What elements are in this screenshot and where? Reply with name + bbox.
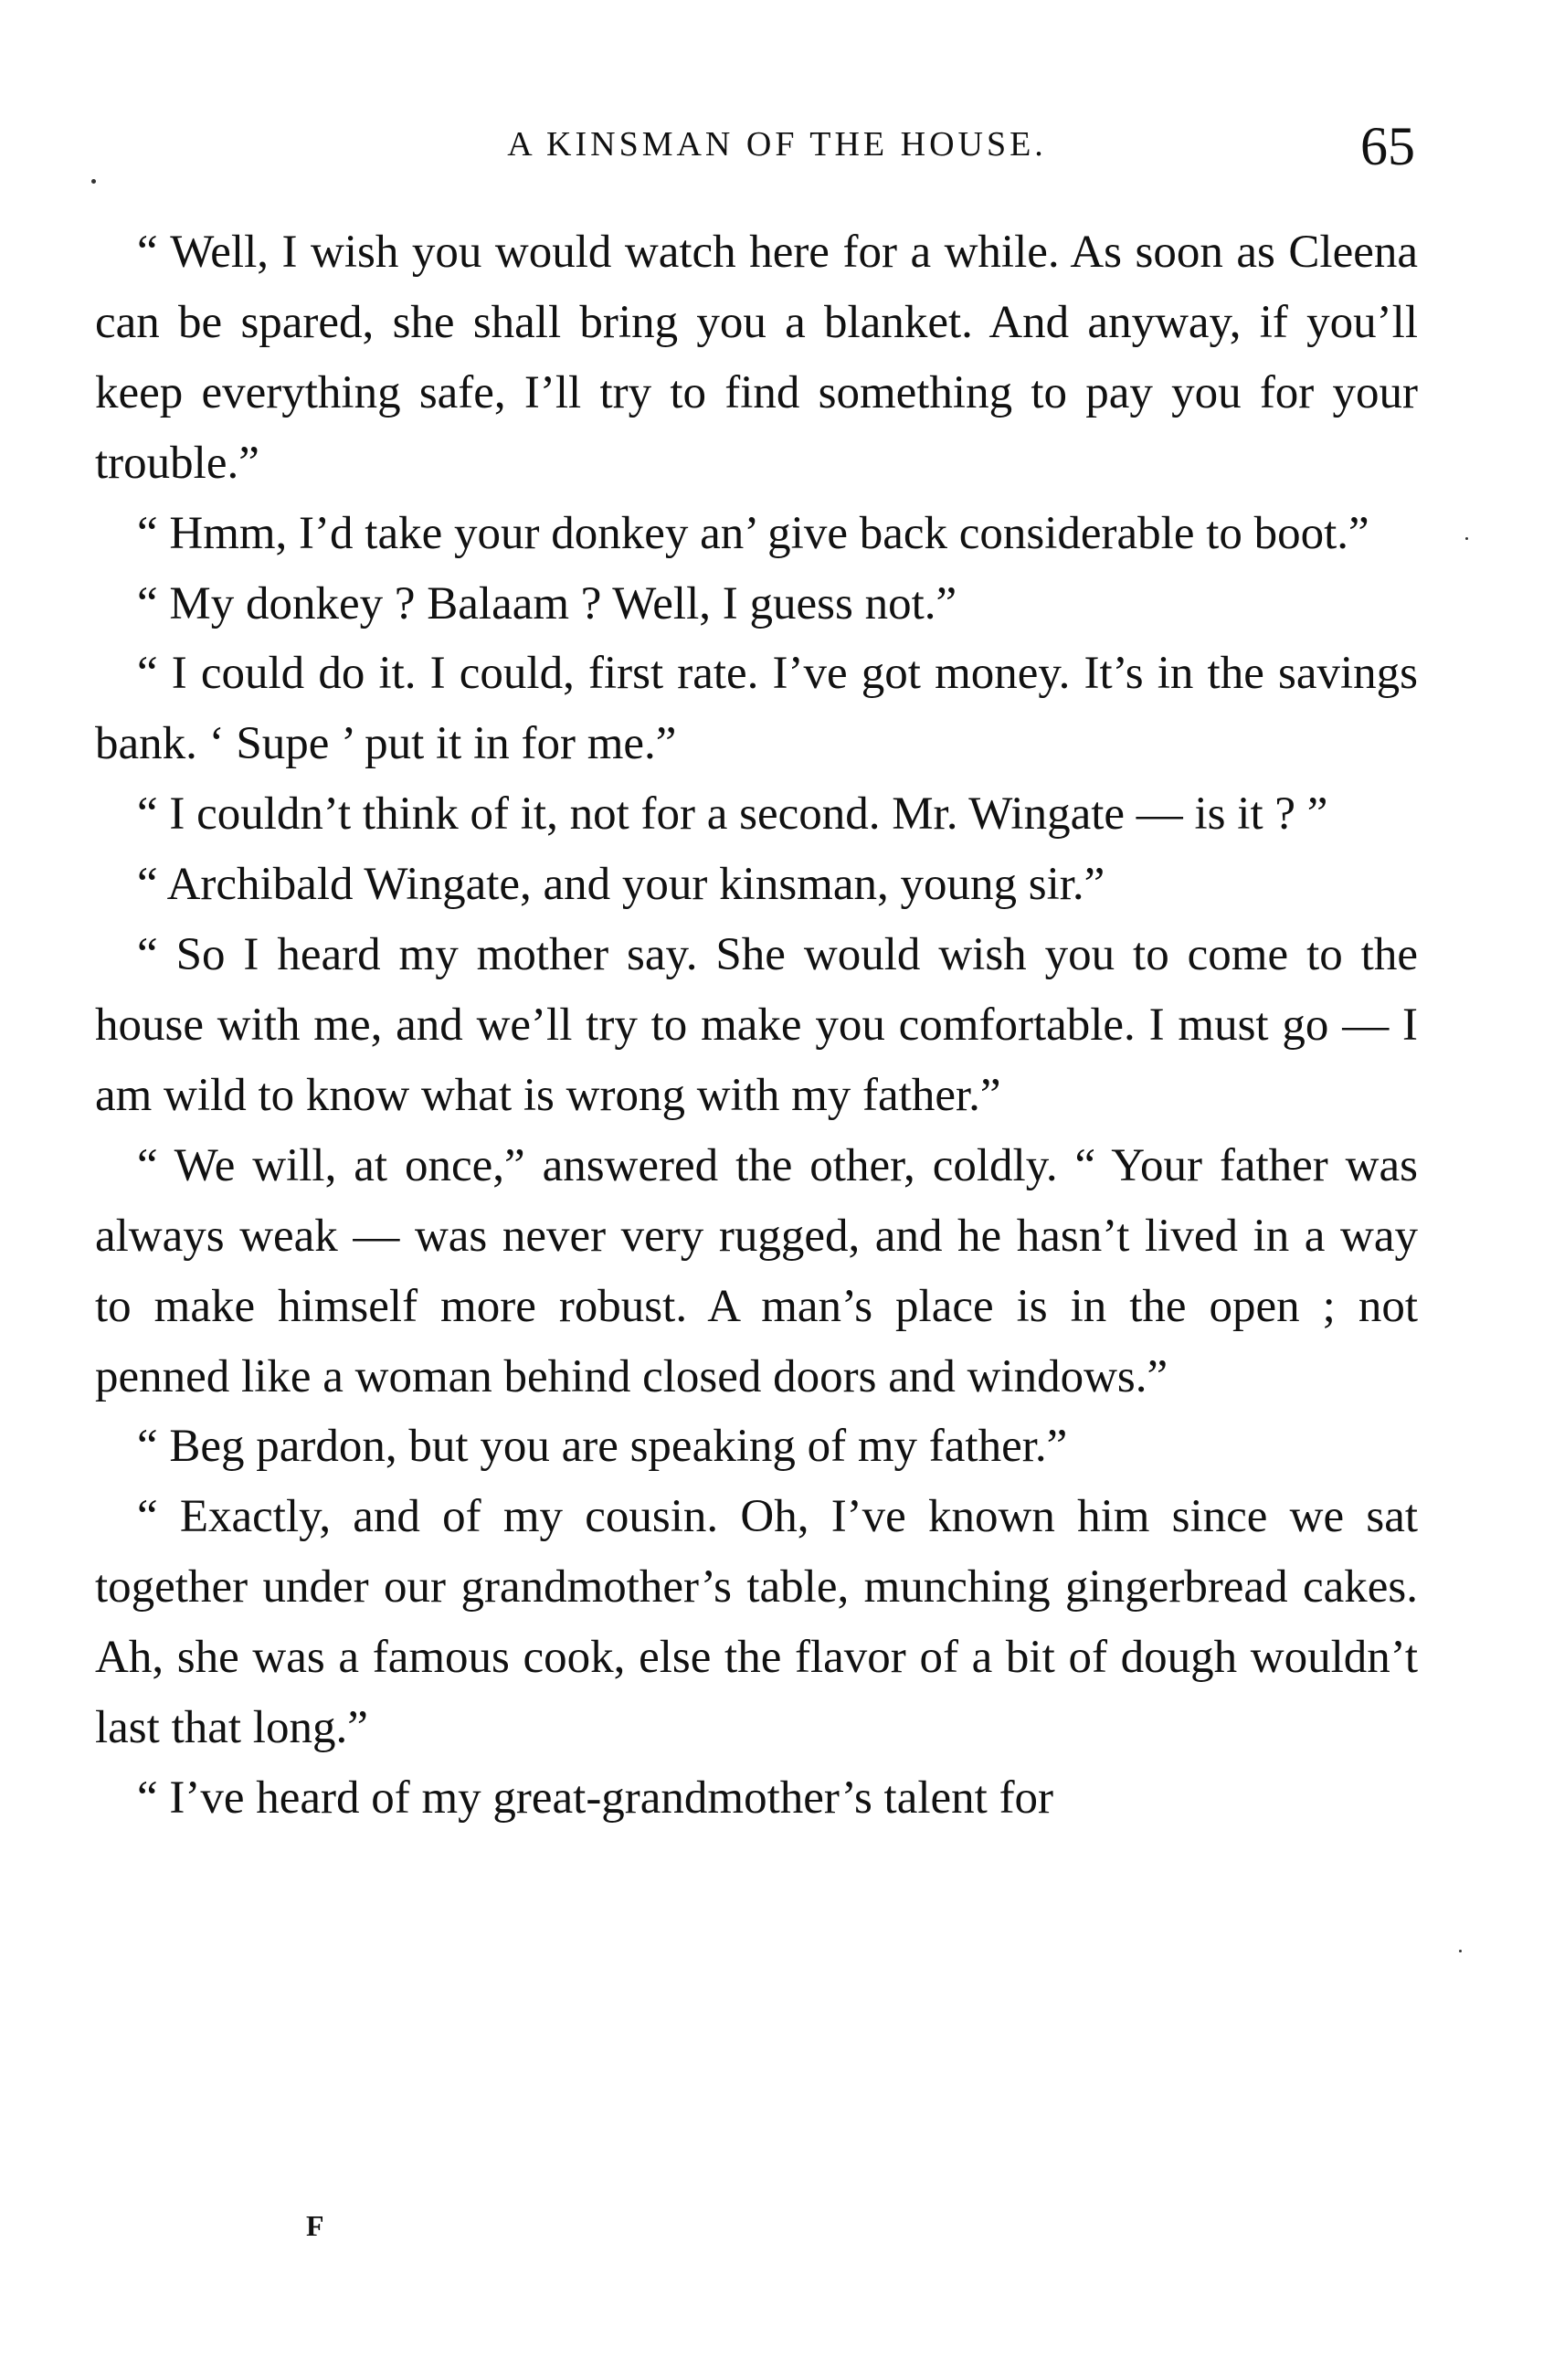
paragraph: “ Hmm, I’d take your donkey an’ give back considerable to boot.” bbox=[137, 507, 1369, 559]
paragraph: “ Well, I wish you would watch here for a while. As soon as Cleena can be spared, she shall bring you a blanket. And anyway, if you’ll keep everything safe, I’ll try to find something to pay you for your trouble.” bbox=[95, 227, 1418, 489]
paragraph: “ My donkey ? Balaam ? Well, I guess not.” bbox=[137, 577, 957, 629]
ink-speck bbox=[1465, 537, 1468, 540]
signature-mark: F bbox=[306, 2209, 324, 2242]
paragraph: “ Beg pardon, but you are speaking of my father.” bbox=[137, 1421, 1068, 1473]
ink-speck bbox=[1459, 1950, 1462, 1952]
running-head bbox=[0, 117, 1554, 181]
paragraph: “ Exactly, and of my cousin. Oh, I’ve known him since we sat together under our grandmother’s table, munching gingerbread cakes. Ah, she was a famous cook, else the flavor of a bit of dough wouldn’t last that long.” bbox=[95, 1491, 1418, 1754]
page-number: 65 bbox=[1360, 116, 1415, 176]
paragraph: “ I’ve heard of my great-grandmother’s talent for bbox=[137, 1772, 1054, 1824]
paragraph: “ We will, at once,” answered the other, coldly. “ Your father was always weak — was never very rugged, and he hasn’t lived in a way to make himself more robust. A man’s place is in the open ; not penned like a woman behind closed doors and windows.” bbox=[95, 1139, 1418, 1402]
paragraph: “ I couldn’t think of it, not for a second. Mr. Wingate — is it ? ” bbox=[137, 788, 1328, 841]
body-text bbox=[95, 217, 1418, 1834]
paragraph: “ Archibald Wingate, and your kinsman, young sir.” bbox=[137, 859, 1105, 911]
ink-speck bbox=[91, 179, 96, 184]
paragraph: “ So I heard my mother say. She would wish you to come to the house with me, and we’ll try to make you comfortable. I must go — I am wild to know what is wrong with my father.” bbox=[95, 929, 1418, 1121]
paragraph: “ I could do it. I could, first rate. I’ve got money. It’s in the savings bank. ‘ Supe ’ put it in for me.” bbox=[95, 648, 1418, 770]
running-title: A KINSMAN OF THE HOUSE. bbox=[507, 125, 1047, 164]
